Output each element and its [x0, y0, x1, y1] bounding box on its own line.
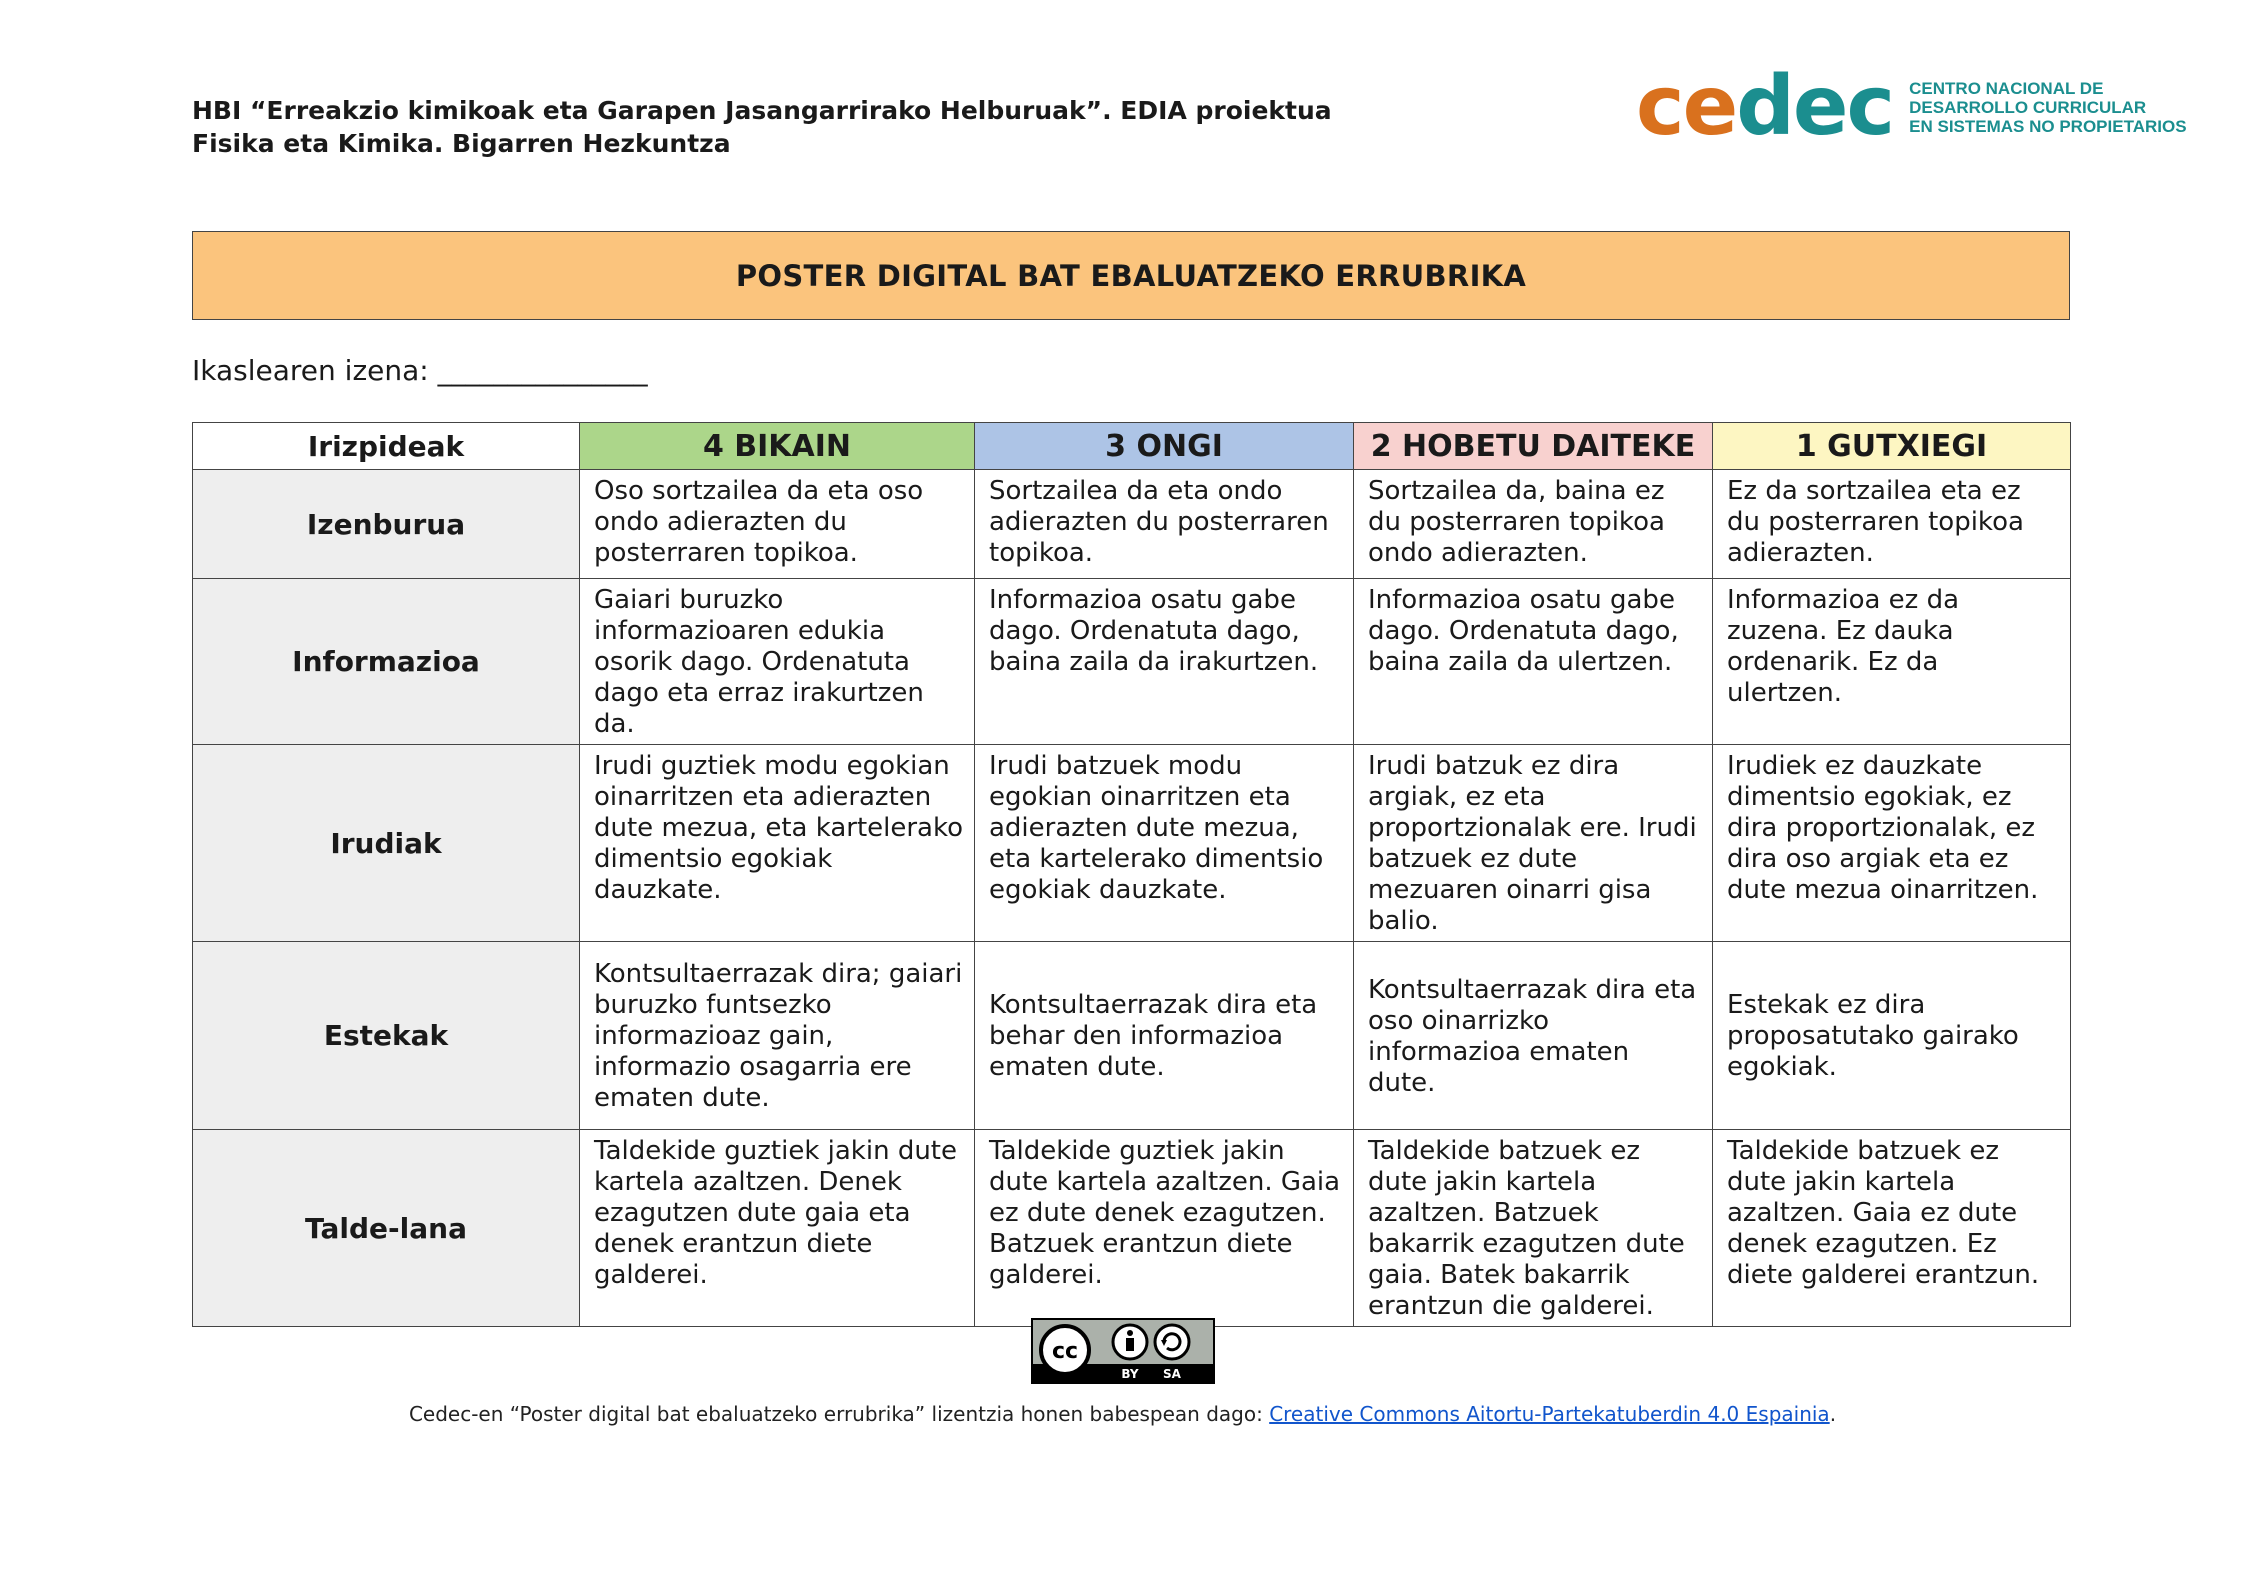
license-prefix: Cedec-en “Poster digital bat ebaluatzeko errubrika” lizentzia honen babespean dago:	[408, 1402, 1270, 1426]
level-2-cell: Sortzailea da, baina ez du posterraren topikoa ondo adierazten.	[1354, 470, 1713, 579]
cc-license-badge-wrap	[0, 1318, 2245, 1386]
level-1-cell: Informazioa ez da zuzena. Ez dauka ordenarik. Ez da ulertzen.	[1713, 579, 2071, 745]
license-note	[0, 1402, 2245, 1426]
header-level-4: 4 BIKAIN	[580, 423, 975, 470]
student-name-field: Ikaslearen izena: _______________	[192, 354, 648, 387]
logo-tag-line-1: CENTRO NACIONAL DE	[1909, 78, 2104, 98]
rubric-row-talde-lana	[193, 1130, 2071, 1327]
header-line-1: HBI “Erreakzio kimikoak eta Garapen Jasangarrirako Helburuak”. EDIA proiektua	[192, 96, 1332, 125]
level-3-cell: Informazioa osatu gabe dago. Ordenatuta dago, baina zaila da irakurtzen.	[975, 579, 1354, 745]
license-suffix: .	[1829, 1402, 1837, 1426]
criterion-cell: Izenburua	[193, 470, 580, 579]
level-2-cell: Informazioa osatu gabe dago. Ordenatuta dago, baina zaila da ulertzen.	[1354, 579, 1713, 745]
level-1-cell: Taldekide batzuek ez dute jakin kartela azaltzen. Gaia ez dute denek ezagutzen. Ez diete galderei erantzun.	[1713, 1130, 2071, 1327]
level-1-cell: Ez da sortzailea eta ez du posterraren topikoa adierazten.	[1713, 470, 2071, 579]
level-4-cell: Irudi guztiek modu egokian oinarritzen eta adierazten dute mezua, eta kartelerako dimentsio egokiak dauzkate.	[580, 745, 975, 942]
cedec-logo-tagline	[1909, 79, 2186, 136]
license-link[interactable]: Creative Commons Aitortu-Partekatuberdin 4.0 Espainia	[1269, 1402, 1830, 1426]
rubric-header-row	[193, 423, 2071, 470]
level-1-cell: Irudiek ez dauzkate dimentsio egokiak, ez dira proportzionalak, ez dira oso argiak eta ez dute mezua oinarritzen.	[1713, 745, 2071, 942]
level-3-cell: Taldekide guztiek jakin dute kartela azaltzen. Gaia ez dute denek ezagutzen. Batzuek erantzun diete galderei.	[975, 1130, 1354, 1327]
header-criteria: Irizpideak	[193, 423, 580, 470]
cc-by-sa-badge[interactable]	[1031, 1318, 1215, 1384]
rubric-row-irudiak	[193, 745, 2071, 942]
level-2-cell: Kontsultaerrazak dira eta oso oinarrizko informazioa ematen dute.	[1354, 942, 1713, 1130]
criterion-cell: Irudiak	[193, 745, 580, 942]
rubric-row-izenburua	[193, 470, 2071, 579]
level-3-cell: Sortzailea da eta ondo adierazten du posterraren topikoa.	[975, 470, 1354, 579]
logo-word-part-2: dec	[1736, 59, 1894, 154]
logo-tag-line-3: EN SISTEMAS NO PROPIETARIOS	[1909, 116, 2187, 136]
cc-sa-label: SA	[1162, 1367, 1181, 1381]
rubric-row-estekak	[193, 942, 2071, 1130]
level-3-cell: Irudi batzuek modu egokian oinarritzen eta adierazten dute mezua, eta kartelerako dimentsio egokiak dauzkate.	[975, 745, 1354, 942]
rubric-row-informazioa	[193, 579, 2071, 745]
cc-by-sa-icon	[1033, 1320, 1213, 1382]
cedec-logo-word	[1636, 59, 1894, 154]
level-4-cell: Oso sortzailea da eta oso ondo adierazten du posterraren topikoa.	[580, 470, 975, 579]
header-line-2: Fisika eta Kimika. Bigarren Hezkuntza	[192, 129, 731, 158]
document-header	[192, 94, 1332, 160]
rubric-table	[192, 422, 2071, 1327]
cc-by-label: BY	[1120, 1367, 1139, 1381]
level-2-cell: Taldekide batzuek ez dute jakin kartela azaltzen. Batzuek bakarrik ezagutzen dute gaia. Batek bakarrik erantzun die galderei.	[1354, 1130, 1713, 1327]
cedec-logo	[1636, 59, 2187, 154]
level-4-cell: Taldekide guztiek jakin dute kartela azaltzen. Denek ezagutzen dute gaia eta denek erantzun diete galderei.	[580, 1130, 975, 1327]
criterion-cell: Informazioa	[193, 579, 580, 745]
level-1-cell: Estekak ez dira proposatutako gairako egokiak.	[1713, 942, 2071, 1130]
level-2-cell: Irudi batzuk ez dira argiak, ez eta proportzionalak ere. Irudi batzuek ez dute mezuaren oinarri gisa balio.	[1354, 745, 1713, 942]
header-level-3: 3 ONGI	[975, 423, 1354, 470]
level-3-cell: Kontsultaerrazak dira eta behar den informazioa ematen dute.	[975, 942, 1354, 1130]
level-4-cell: Gaiari buruzko informazioaren edukia osorik dago. Ordenatuta dago eta erraz irakurtzen da.	[580, 579, 975, 745]
svg-text:cc: cc	[1051, 1339, 1078, 1364]
header-level-1: 1 GUTXIEGI	[1713, 423, 2071, 470]
header-level-2: 2 HOBETU DAITEKE	[1354, 423, 1713, 470]
logo-tag-line-2: DESARROLLO CURRICULAR	[1909, 97, 2147, 117]
logo-word-part-1: ce	[1636, 59, 1737, 154]
criterion-cell: Talde-lana	[193, 1130, 580, 1327]
page-title: POSTER DIGITAL BAT EBALUATZEKO ERRUBRIKA	[192, 231, 2070, 320]
level-4-cell: Kontsultaerrazak dira; gaiari buruzko funtsezko informazioaz gain, informazio osagarria ere ematen dute.	[580, 942, 975, 1130]
criterion-cell: Estekak	[193, 942, 580, 1130]
